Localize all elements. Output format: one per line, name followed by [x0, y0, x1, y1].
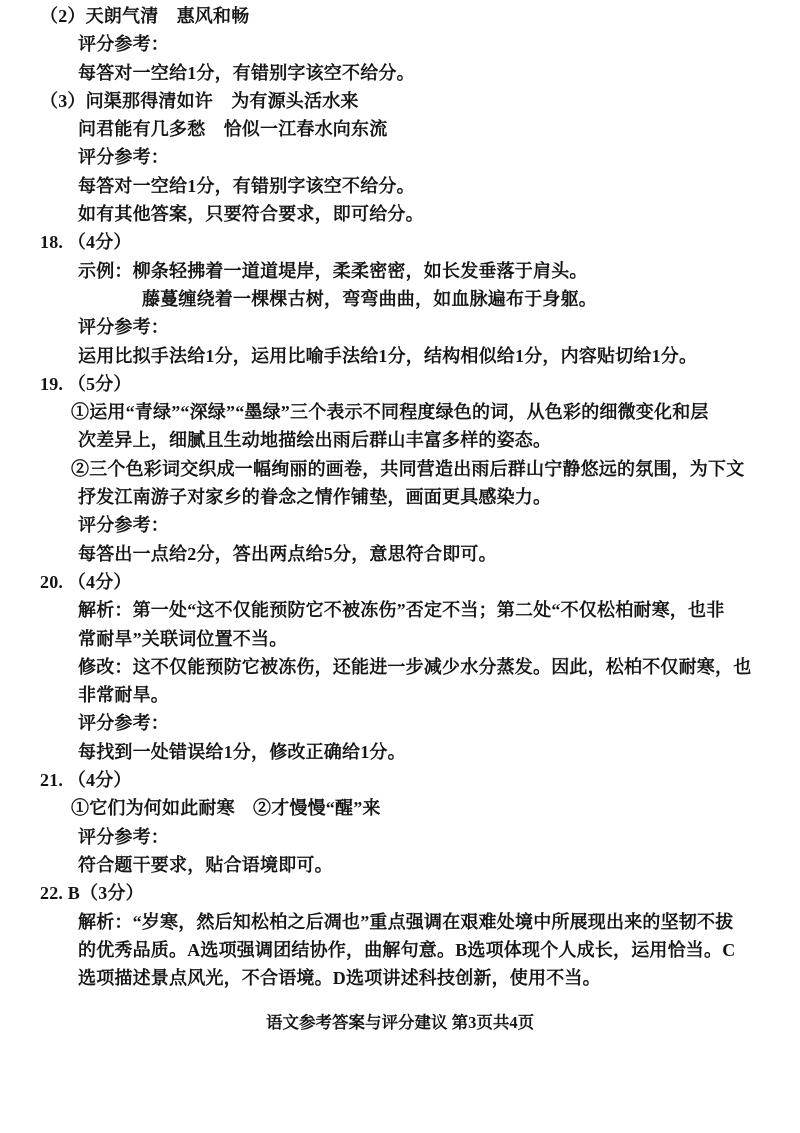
section-question-18 — [0, 228, 800, 369]
question-header: 18. （4分） — [40, 232, 132, 253]
example-line: 示例：柳条轻拂着一道道堤岸，柔柔密密，如长发垂落于肩头。 — [78, 260, 588, 281]
rubric-label: 评分参考： — [78, 826, 169, 847]
analysis-line: 解析：第一处“这不仅能预防它不被冻伤”否定不当；第二处“不仅松柏耐寒，也非 — [78, 600, 725, 621]
rubric-text: 符合题干要求，贴合语境即可。 — [78, 854, 333, 875]
revision-line: 非常耐旱。 — [78, 685, 169, 706]
answer-point-line: ①运用“青绿”“深绿”“墨绿”三个表示不同程度绿色的词，从色彩的细微变化和层 — [71, 402, 709, 423]
question-header: 22. B（3分） — [40, 883, 144, 904]
rubric-label: 评分参考： — [78, 317, 169, 338]
answer-point-line: ②三个色彩词交织成一幅绚丽的画卷，共同营造出雨后群山宁静悠远的氛围，为下文 — [71, 458, 745, 479]
section-question-22 — [0, 879, 800, 992]
rubric-text: 每找到一处错误给1分，修改正确给1分。 — [78, 741, 406, 762]
rubric-label: 评分参考： — [78, 147, 169, 168]
section-question-19 — [0, 370, 800, 568]
rubric-text: 运用比拟手法给1分，运用比喻手法给1分，结构相似给1分，内容贴切给1分。 — [78, 345, 698, 366]
answer-point-line: ①它们为何如此耐寒 ②才慢慢“醒”来 — [71, 798, 381, 819]
rubric-text: 每答出一点给2分，答出两点给5分，意思符合即可。 — [78, 543, 497, 564]
question-header: 20. （4分） — [40, 571, 132, 592]
analysis-line: 的优秀品质。A选项强调团结协作，曲解句意。B选项体现个人成长，运用恰当。C — [78, 939, 736, 960]
rubric-text: 每答对一空给1分，有错别字该空不给分。 — [78, 175, 415, 196]
revision-line: 修改：这不仅能预防它被冻伤，还能进一步减少水分蒸发。因此，松柏不仅耐寒，也 — [78, 656, 752, 677]
answer-line: （3）问渠那得清如许 为有源头活水来 — [40, 90, 359, 111]
section-question-21 — [0, 766, 800, 879]
analysis-line: 选项描述景点风光，不合语境。D选项讲述科技创新，使用不当。 — [78, 968, 601, 989]
rubric-text: 每答对一空给1分，有错别字该空不给分。 — [78, 62, 415, 83]
rubric-label: 评分参考： — [78, 515, 169, 536]
page-footer: 语文参考答案与评分建议 第3页共4页 — [265, 1013, 535, 1033]
rubric-text: 如有其他答案，只要符合要求，即可给分。 — [78, 204, 424, 225]
answer-line: （2）天朗气清 惠风和畅 — [40, 6, 250, 26]
analysis-line: 常耐旱”关联词位置不当。 — [78, 628, 288, 649]
answer-point-line: 次差异上，细腻且生动地描绘出雨后群山丰富多样的姿态。 — [78, 430, 552, 451]
question-header: 19. （5分） — [40, 373, 132, 394]
answer-point-line: 抒发江南游子对家乡的眷念之情作铺垫，画面更具感染力。 — [78, 487, 552, 508]
answer-line: 问君能有几多愁 恰似一江春水向东流 — [78, 119, 388, 140]
analysis-line: 解析：“岁寒，然后知松柏之后凋也”重点强调在艰难处境中所展现出来的坚韧不拔 — [78, 911, 734, 932]
section-item-2 — [0, 2, 800, 87]
rubric-label: 评分参考： — [78, 34, 169, 55]
rubric-label: 评分参考： — [78, 713, 169, 734]
example-line: 藤蔓缠绕着一棵棵古树，弯弯曲曲，如血脉遍布于身躯。 — [142, 288, 597, 309]
section-item-3 — [0, 87, 800, 228]
question-header: 21. （4分） — [40, 770, 132, 791]
section-question-20 — [0, 568, 800, 766]
